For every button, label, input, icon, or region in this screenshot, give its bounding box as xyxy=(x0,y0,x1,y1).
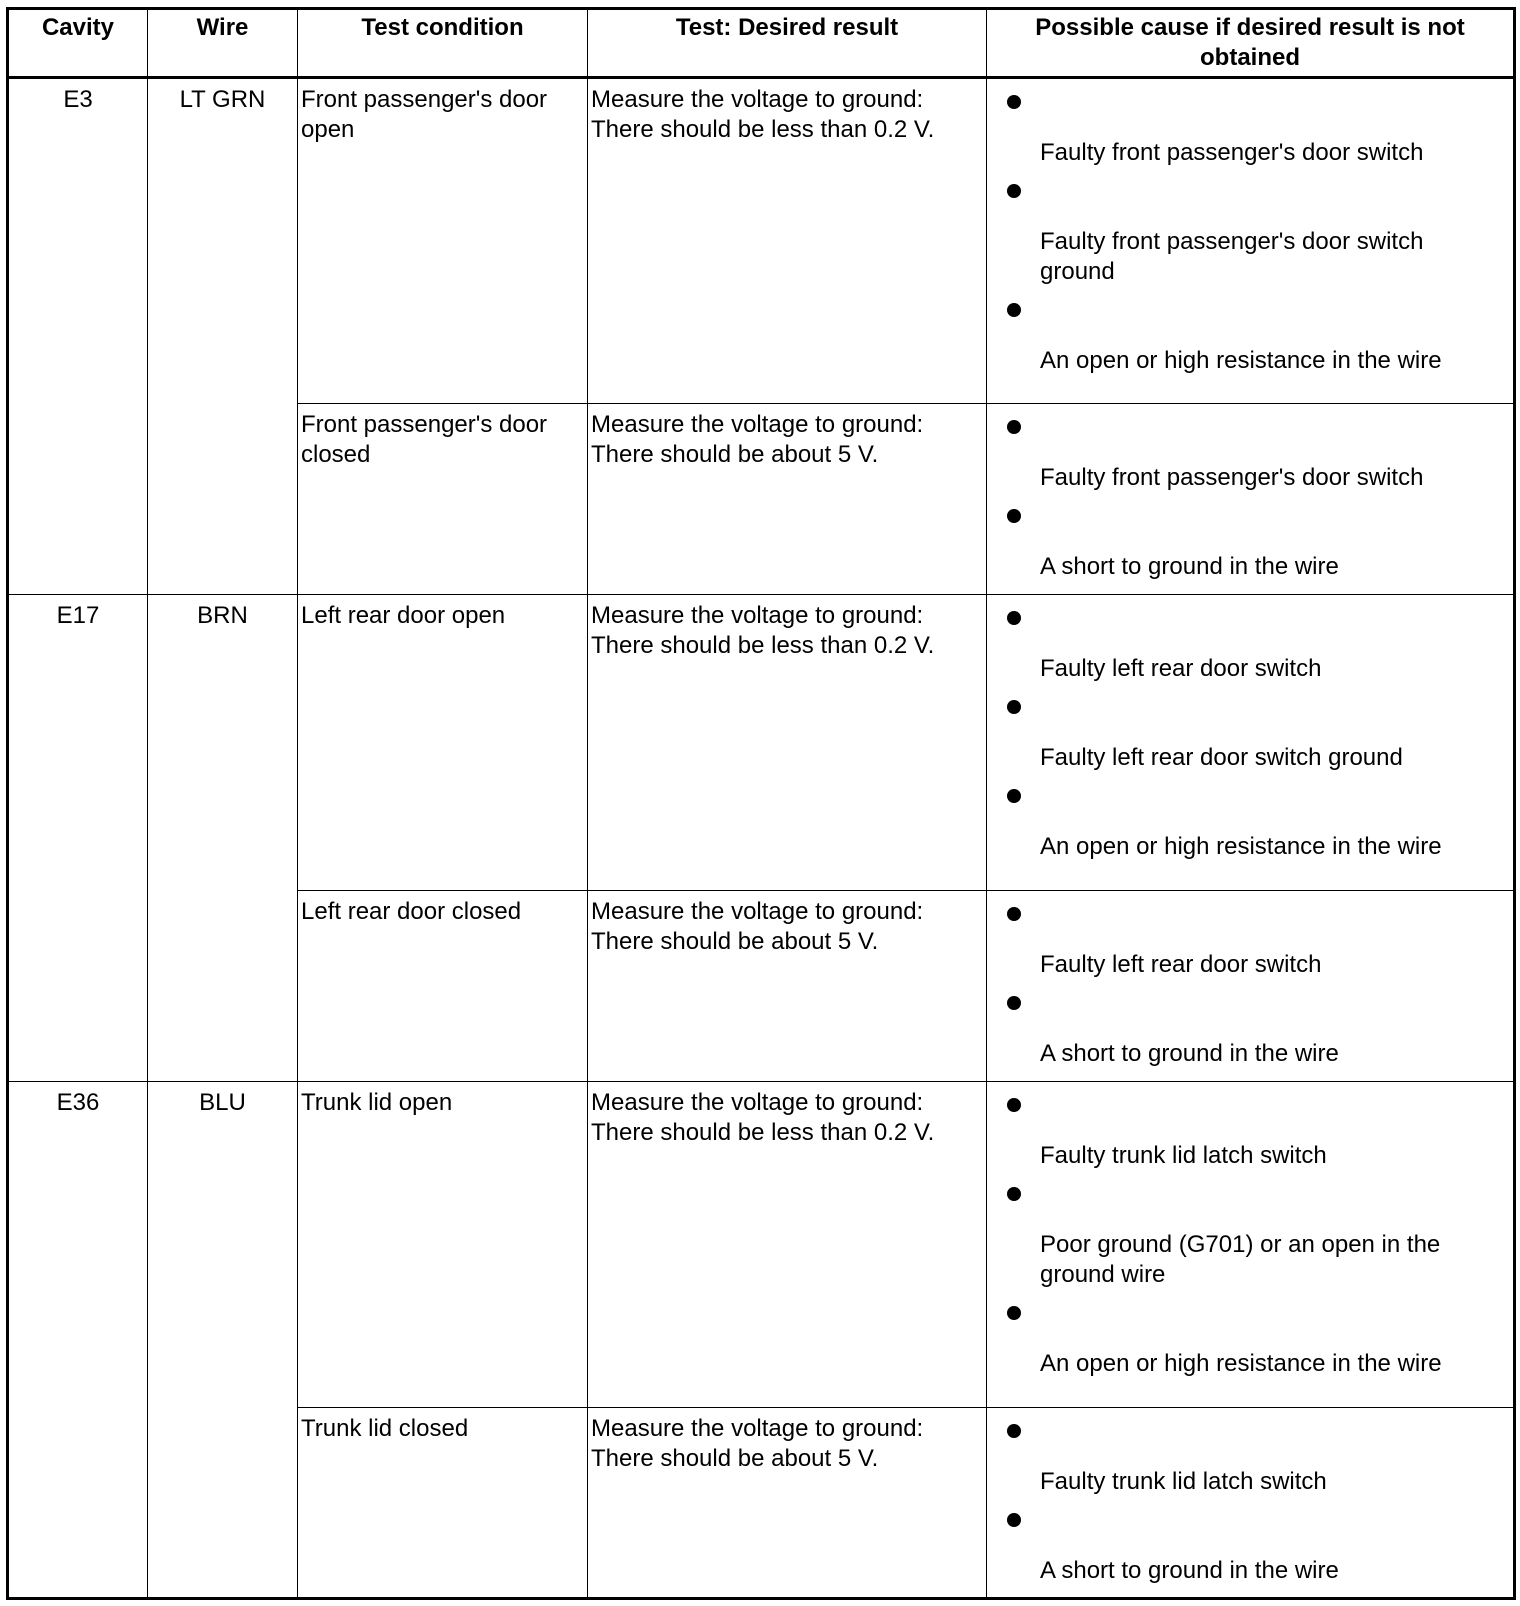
desired-result-cell: Measure the voltage to ground: There should be less than 0.2 V. xyxy=(588,1082,987,1408)
cause-text: An open or high resistance in the wire xyxy=(1040,833,1442,860)
list-item xyxy=(987,1171,1513,1290)
list-item xyxy=(987,1497,1513,1586)
possible-cause-cell xyxy=(987,404,1515,595)
test-condition-cell: Left rear door closed xyxy=(298,891,588,1082)
wire-cell: LT GRN xyxy=(148,78,298,595)
header-row xyxy=(8,9,1515,78)
desired-result-cell: Measure the voltage to ground: There should be less than 0.2 V. xyxy=(588,595,987,891)
table-row xyxy=(8,595,1515,891)
list-item xyxy=(987,1082,1513,1171)
bullet-icon xyxy=(1007,1098,1021,1112)
list-item xyxy=(987,287,1513,376)
header-test-condition: Test condition xyxy=(298,9,588,78)
cause-text: Faulty left rear door switch xyxy=(1040,951,1322,978)
cavity-cell: E17 xyxy=(8,595,148,1082)
list-item xyxy=(987,404,1513,493)
list-item xyxy=(987,1290,1513,1379)
cause-list xyxy=(987,595,1513,862)
cause-text: Faulty front passenger's door switch xyxy=(1040,464,1424,491)
header-possible-cause: Possible cause if desired result is not obtained xyxy=(987,9,1515,78)
list-item xyxy=(987,773,1513,862)
desired-result-cell: Measure the voltage to ground: There should be about 5 V. xyxy=(588,1408,987,1599)
diagnostic-table xyxy=(6,7,1516,1600)
cause-text: Poor ground (G701) or an open in the ground wire xyxy=(1040,1231,1441,1288)
cause-text: Faulty left rear door switch ground xyxy=(1040,744,1403,771)
bullet-icon xyxy=(1007,1424,1021,1438)
bullet-icon xyxy=(1007,509,1021,523)
list-item xyxy=(987,493,1513,582)
list-item xyxy=(987,891,1513,980)
possible-cause-cell xyxy=(987,78,1515,404)
cause-list xyxy=(987,79,1513,376)
header-wire: Wire xyxy=(148,9,298,78)
cause-text: Faulty front passenger's door switch xyxy=(1040,139,1424,166)
table-row xyxy=(8,78,1515,404)
bullet-icon xyxy=(1007,700,1021,714)
header-desired-result: Test: Desired result xyxy=(588,9,987,78)
bullet-icon xyxy=(1007,789,1021,803)
header-cavity: Cavity xyxy=(8,9,148,78)
bullet-icon xyxy=(1007,907,1021,921)
possible-cause-cell xyxy=(987,1408,1515,1599)
desired-result-cell: Measure the voltage to ground: There should be less than 0.2 V. xyxy=(588,78,987,404)
cause-text: An open or high resistance in the wire xyxy=(1040,347,1442,374)
cause-list xyxy=(987,1082,1513,1379)
cause-text: Faulty trunk lid latch switch xyxy=(1040,1468,1327,1495)
list-item xyxy=(987,168,1513,287)
bullet-icon xyxy=(1007,611,1021,625)
list-item xyxy=(987,1408,1513,1497)
bullet-icon xyxy=(1007,184,1021,198)
cavity-cell: E36 xyxy=(8,1082,148,1599)
test-condition-cell: Left rear door open xyxy=(298,595,588,891)
desired-result-cell: Measure the voltage to ground: There should be about 5 V. xyxy=(588,891,987,1082)
bullet-icon xyxy=(1007,1306,1021,1320)
table-row xyxy=(8,1082,1515,1408)
bullet-icon xyxy=(1007,1187,1021,1201)
bullet-icon xyxy=(1007,1513,1021,1527)
list-item xyxy=(987,79,1513,168)
cause-text: A short to ground in the wire xyxy=(1040,1040,1339,1067)
test-condition-cell: Front passenger's door open xyxy=(298,78,588,404)
wire-cell: BLU xyxy=(148,1082,298,1599)
test-condition-cell: Trunk lid open xyxy=(298,1082,588,1408)
cavity-cell: E3 xyxy=(8,78,148,595)
possible-cause-cell xyxy=(987,891,1515,1082)
list-item xyxy=(987,595,1513,684)
bullet-icon xyxy=(1007,420,1021,434)
cause-text: An open or high resistance in the wire xyxy=(1040,1350,1442,1377)
cause-text: A short to ground in the wire xyxy=(1040,553,1339,580)
bullet-icon xyxy=(1007,95,1021,109)
bullet-icon xyxy=(1007,996,1021,1010)
cause-list xyxy=(987,404,1513,582)
list-item xyxy=(987,980,1513,1069)
cause-text: Faulty front passenger's door switch ground xyxy=(1040,228,1424,285)
cause-text: Faulty left rear door switch xyxy=(1040,655,1322,682)
desired-result-cell: Measure the voltage to ground: There should be about 5 V. xyxy=(588,404,987,595)
list-item xyxy=(987,684,1513,773)
possible-cause-cell xyxy=(987,595,1515,891)
bullet-icon xyxy=(1007,303,1021,317)
cause-list xyxy=(987,1408,1513,1586)
cause-list xyxy=(987,891,1513,1069)
test-condition-cell: Trunk lid closed xyxy=(298,1408,588,1599)
possible-cause-cell xyxy=(987,1082,1515,1408)
cause-text: A short to ground in the wire xyxy=(1040,1557,1339,1584)
cause-text: Faulty trunk lid latch switch xyxy=(1040,1142,1327,1169)
wire-cell: BRN xyxy=(148,595,298,1082)
test-condition-cell: Front passenger's door closed xyxy=(298,404,588,595)
